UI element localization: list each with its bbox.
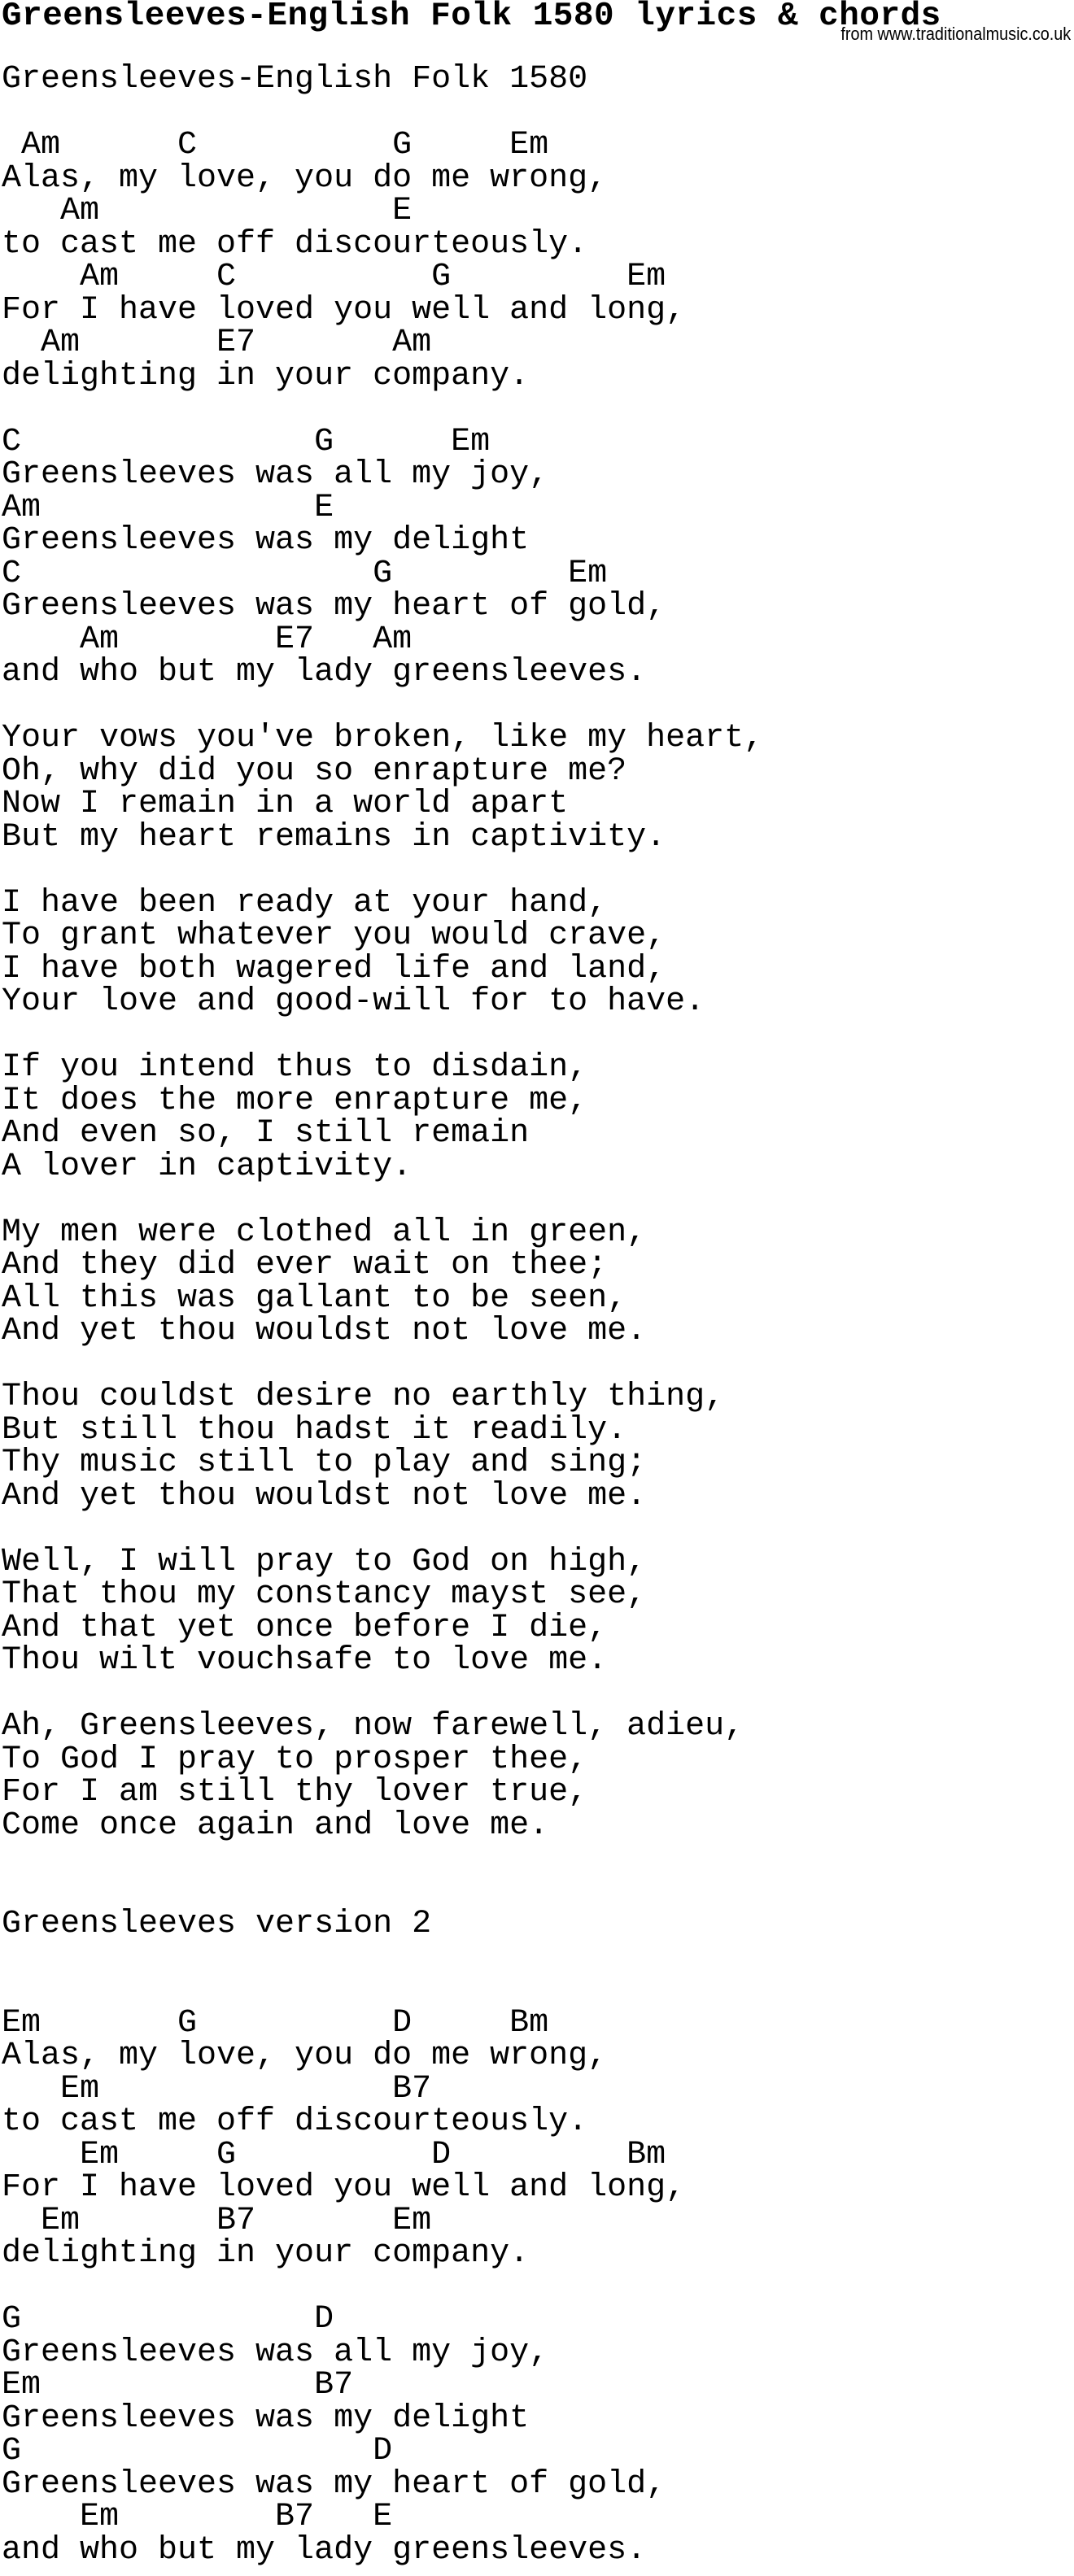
lyric-line: To God I pray to prosper thee, [2, 1741, 588, 1778]
source-credit: from www.traditionalmusic.co.uk [840, 24, 1071, 44]
lyric-line: Come once again and love me. [2, 1807, 549, 1844]
lyric-line: All this was gallant to be seen, [2, 1279, 627, 1317]
lyric-line: Thou couldst desire no earthly thing, [2, 1379, 725, 1415]
blank-line [2, 1974, 1067, 2007]
lyric-line: Greensleeves-English Folk 1580 [2, 61, 588, 98]
chord-line: Em B7 [2, 2070, 432, 2107]
lyric-line: My men were clothed all in green, [2, 1214, 647, 1251]
lyric-line: Well, I will pray to God on high, [2, 1543, 647, 1580]
lyric-line: and who but my lady greensleeves. [2, 654, 647, 691]
blank-line [2, 854, 1067, 887]
chord-line: Am E7 Am [2, 621, 413, 658]
chord-line: Em B7 [2, 2367, 354, 2404]
lyric-line: Greensleeves was my heart of gold, [2, 2465, 666, 2503]
lyric-line: to cast me off discourteously. [2, 225, 588, 263]
lyric-line: Greensleeves was all my joy, [2, 2334, 549, 2371]
blank-line [2, 1349, 1067, 1382]
lyric-line: Thy music still to play and sing; [2, 1445, 647, 1481]
blank-line [2, 393, 1067, 426]
lyric-line: Your vows you've broken, like my heart, [2, 720, 764, 756]
lyric-line: But still thou hadst it readily. [2, 1411, 627, 1449]
lyric-line: Alas, my love, you do me wrong, [2, 159, 608, 197]
lyrics-body [2, 63, 1067, 2567]
chord-line: C G Em [2, 555, 608, 592]
chord-line: C G Em [2, 423, 491, 460]
lyric-line: Alas, my love, you do me wrong, [2, 2038, 608, 2074]
lyric-line: And yet thou wouldst not love me. [2, 1477, 647, 1515]
lyric-line: If you intend thus to disdain, [2, 1049, 588, 1086]
blank-line [2, 690, 1067, 723]
lyric-line: delighting in your company. [2, 357, 530, 394]
lyric-line: Oh, why did you so enrapture me? [2, 752, 627, 790]
chord-line: Am C G Em [2, 127, 549, 163]
lyric-line: Greensleeves was my heart of gold, [2, 588, 666, 625]
lyric-line: I have both wagered life and land, [2, 950, 666, 987]
lyric-line: delighting in your company. [2, 2235, 530, 2272]
chord-line: Em G D Bm [2, 2136, 666, 2173]
lyric-line: To grant whatever you would crave, [2, 918, 666, 954]
chord-line: Em B7 E [2, 2499, 393, 2535]
chord-line: Em G D Bm [2, 2004, 549, 2042]
lyric-line: Thou wilt vouchsafe to love me. [2, 1642, 608, 1679]
blank-line [2, 1513, 1067, 1546]
blank-line [2, 1842, 1067, 1876]
blank-line [2, 2271, 1067, 2304]
page-title: Greensleeves-English Folk 1580 lyrics & chords [2, 0, 941, 35]
blank-line [2, 1942, 1067, 1975]
lyric-line: Your love and good-will for to have. [2, 983, 705, 1020]
lyric-line: Greensleeves was my delight [2, 2399, 530, 2437]
lyric-line: Ah, Greensleeves, now farewell, adieu, [2, 1708, 744, 1745]
lyric-line: That thou my constancy mayst see, [2, 1576, 647, 1613]
lyric-line: and who but my lady greensleeves. [2, 2531, 647, 2569]
lyric-line: For I have loved you well and long, [2, 291, 686, 329]
chord-line: Em B7 Em [2, 2202, 432, 2239]
lyric-line: And they did ever wait on thee; [2, 1247, 608, 1284]
lyric-line: to cast me off discourteously. [2, 2103, 588, 2140]
blank-line [2, 97, 1067, 130]
lyric-line: And even so, I still remain [2, 1115, 530, 1152]
lyric-line: For I am still thy lover true, [2, 1774, 588, 1811]
chord-line: G D [2, 2301, 334, 2338]
lyric-line: Now I remain in a world apart [2, 786, 569, 822]
lyric-line: Greensleeves was all my joy, [2, 456, 549, 493]
lyric-line: But my heart remains in captivity. [2, 818, 666, 856]
lyric-line: For I have loved you well and long, [2, 2169, 686, 2206]
lyric-line: And that yet once before I die, [2, 1609, 608, 1646]
chord-line: Am E [2, 489, 334, 526]
chord-line: Am E7 Am [2, 325, 432, 361]
blank-line [2, 1678, 1067, 1711]
lyric-line: It does the more enrapture me, [2, 1082, 588, 1119]
lyric-line: Greensleeves version 2 [2, 1906, 432, 1942]
lyric-line: Greensleeves was my delight [2, 522, 530, 559]
chord-line: G D [2, 2433, 393, 2469]
blank-line [2, 1876, 1067, 1909]
lyric-line: And yet thou wouldst not love me. [2, 1313, 647, 1349]
chord-line: Am C G Em [2, 259, 666, 295]
chord-line: Am E [2, 193, 413, 229]
blank-line [2, 1183, 1067, 1217]
lyric-line: A lover in captivity. [2, 1148, 413, 1185]
blank-line [2, 1019, 1067, 1053]
lyric-line: I have been ready at your hand, [2, 884, 608, 922]
